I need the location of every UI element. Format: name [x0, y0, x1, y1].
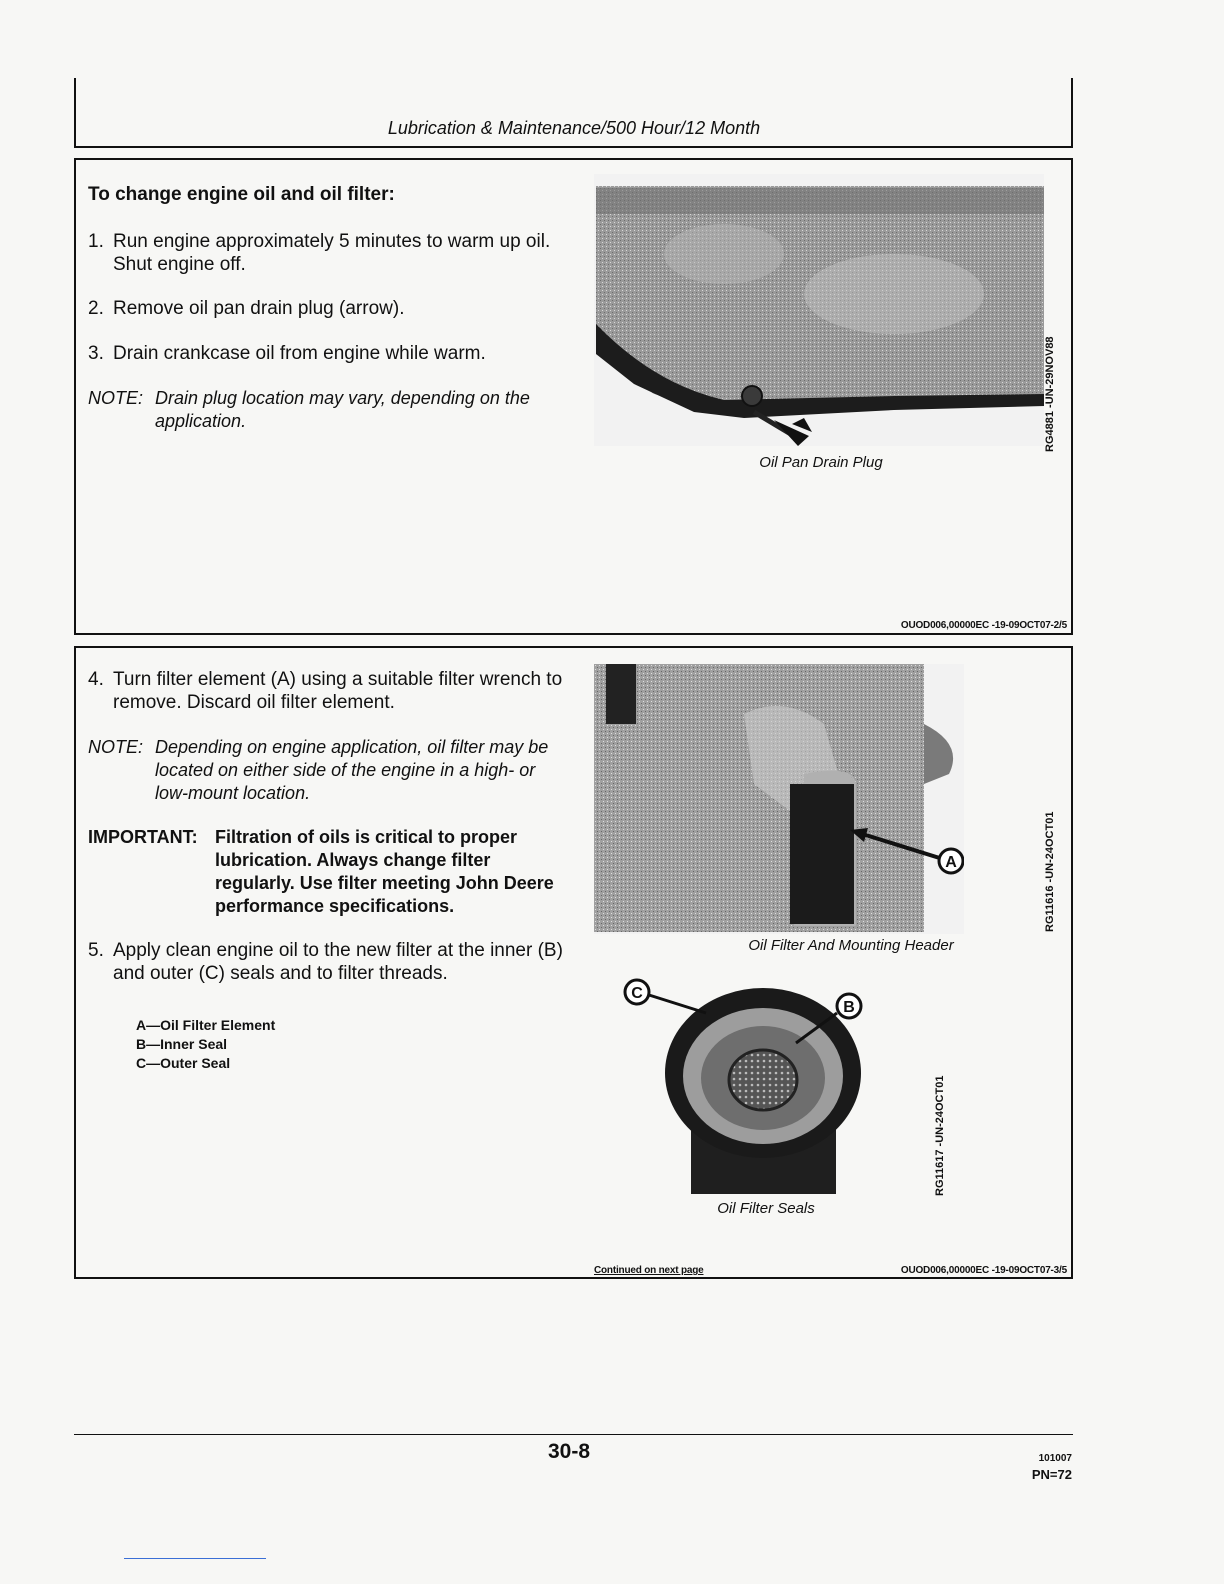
oil-pan-illustration [594, 174, 1044, 446]
section-1-reference: OUOD006,00000EC -19-09OCT07-2/5 [900, 620, 1067, 631]
legend-item-a: A—Oil Filter Element [136, 1017, 276, 1033]
step-2 [88, 297, 568, 320]
callout-c: C [631, 985, 643, 1002]
footer-date-code: 101007 [1038, 1453, 1072, 1464]
important-line-4: performance specifications. [215, 896, 455, 916]
step-2-number: 2. [88, 298, 104, 319]
note-line-1: Drain plug location may vary, depending on the [155, 388, 530, 408]
step-1-line-2: Shut engine off. [113, 254, 246, 275]
note-line-2: application. [155, 411, 247, 431]
section-2-box [74, 646, 1073, 1279]
oil-filter-header-photo [594, 664, 964, 934]
footer-pn: PN=72 [1031, 1467, 1072, 1482]
oil-pan-figure-code: RG4881 -UN-29NOV88 [1044, 336, 1056, 452]
important-notice [88, 826, 588, 918]
step-3 [88, 342, 568, 365]
legend-item-c: C—Outer Seal [136, 1055, 231, 1071]
page-header-title: Lubrication & Maintenance/500 Hour/12 Month [387, 118, 761, 138]
continued-on-next-page: Continued on next page [594, 1265, 704, 1276]
note-label: NOTE: [88, 388, 144, 408]
footer-rule [74, 1434, 1073, 1435]
note-label-2: NOTE: [88, 737, 144, 757]
bottom-blue-rule [124, 1558, 266, 1559]
legend [136, 1016, 275, 1073]
step-1 [88, 230, 568, 276]
step-1-number: 1. [88, 231, 104, 252]
step-1-line-1: Run engine approximately 5 minutes to warm up oil. [113, 231, 551, 252]
note-drain-plug [88, 387, 578, 433]
oil-filter-header-caption: Oil Filter And Mounting Header [748, 937, 954, 954]
step-5-line-1: Apply clean engine oil to the new filter at the inner (B) [113, 940, 563, 961]
important-line-3: regularly. Use filter meeting John Deere [215, 873, 554, 893]
legend-item-b: B—Inner Seal [136, 1036, 228, 1052]
page-number: 30-8 [548, 1440, 591, 1463]
important-line-1: Filtration of oils is critical to proper [215, 827, 518, 847]
header-bottom-rule [74, 146, 1073, 148]
oil-pan-photo [594, 174, 1044, 446]
note-2-line-1: Depending on engine application, oil filter may be [155, 737, 549, 757]
oil-filter-seals-photo [611, 968, 881, 1198]
step-3-number: 3. [88, 343, 104, 364]
callout-b: B [843, 999, 855, 1016]
step-4-line-1: Turn filter element (A) using a suitable filter wrench to [113, 669, 563, 690]
oil-filter-seals-illustration [611, 968, 881, 1198]
step-2-text: Remove oil pan drain plug (arrow). [113, 298, 405, 319]
step-5-number: 5. [88, 940, 104, 961]
oil-filter-seals-caption: Oil Filter Seals [717, 1200, 815, 1217]
section-1-heading: To change engine oil and oil filter: [88, 184, 395, 205]
oil-filter-seals-figure-code: RG11617 -UN-24OCT01 [934, 1075, 946, 1196]
step-5 [88, 939, 583, 985]
section-2-reference: OUOD006,00000EC -19-09OCT07-3/5 [900, 1265, 1067, 1276]
step-4 [88, 668, 578, 714]
callout-a: A [945, 854, 957, 871]
important-label: IMPORTANT: [88, 827, 198, 847]
note-filter-location [88, 736, 583, 805]
note-2-line-2: located on either side of the engine in a high- or [155, 760, 536, 780]
step-5-line-2: and outer (C) seals and to filter threads. [113, 963, 448, 984]
oil-filter-header-figure-code: RG11616 -UN-24OCT01 [1044, 811, 1056, 932]
section-1-box [74, 158, 1073, 635]
note-2-line-3: low-mount location. [155, 783, 311, 803]
oil-pan-caption: Oil Pan Drain Plug [759, 454, 883, 471]
step-4-line-2: remove. Discard oil filter element. [113, 692, 395, 713]
step-3-text: Drain crankcase oil from engine while warm. [113, 343, 486, 364]
important-line-2: lubrication. Always change filter [215, 850, 491, 870]
step-4-number: 4. [88, 669, 104, 690]
oil-filter-header-illustration [594, 664, 964, 934]
